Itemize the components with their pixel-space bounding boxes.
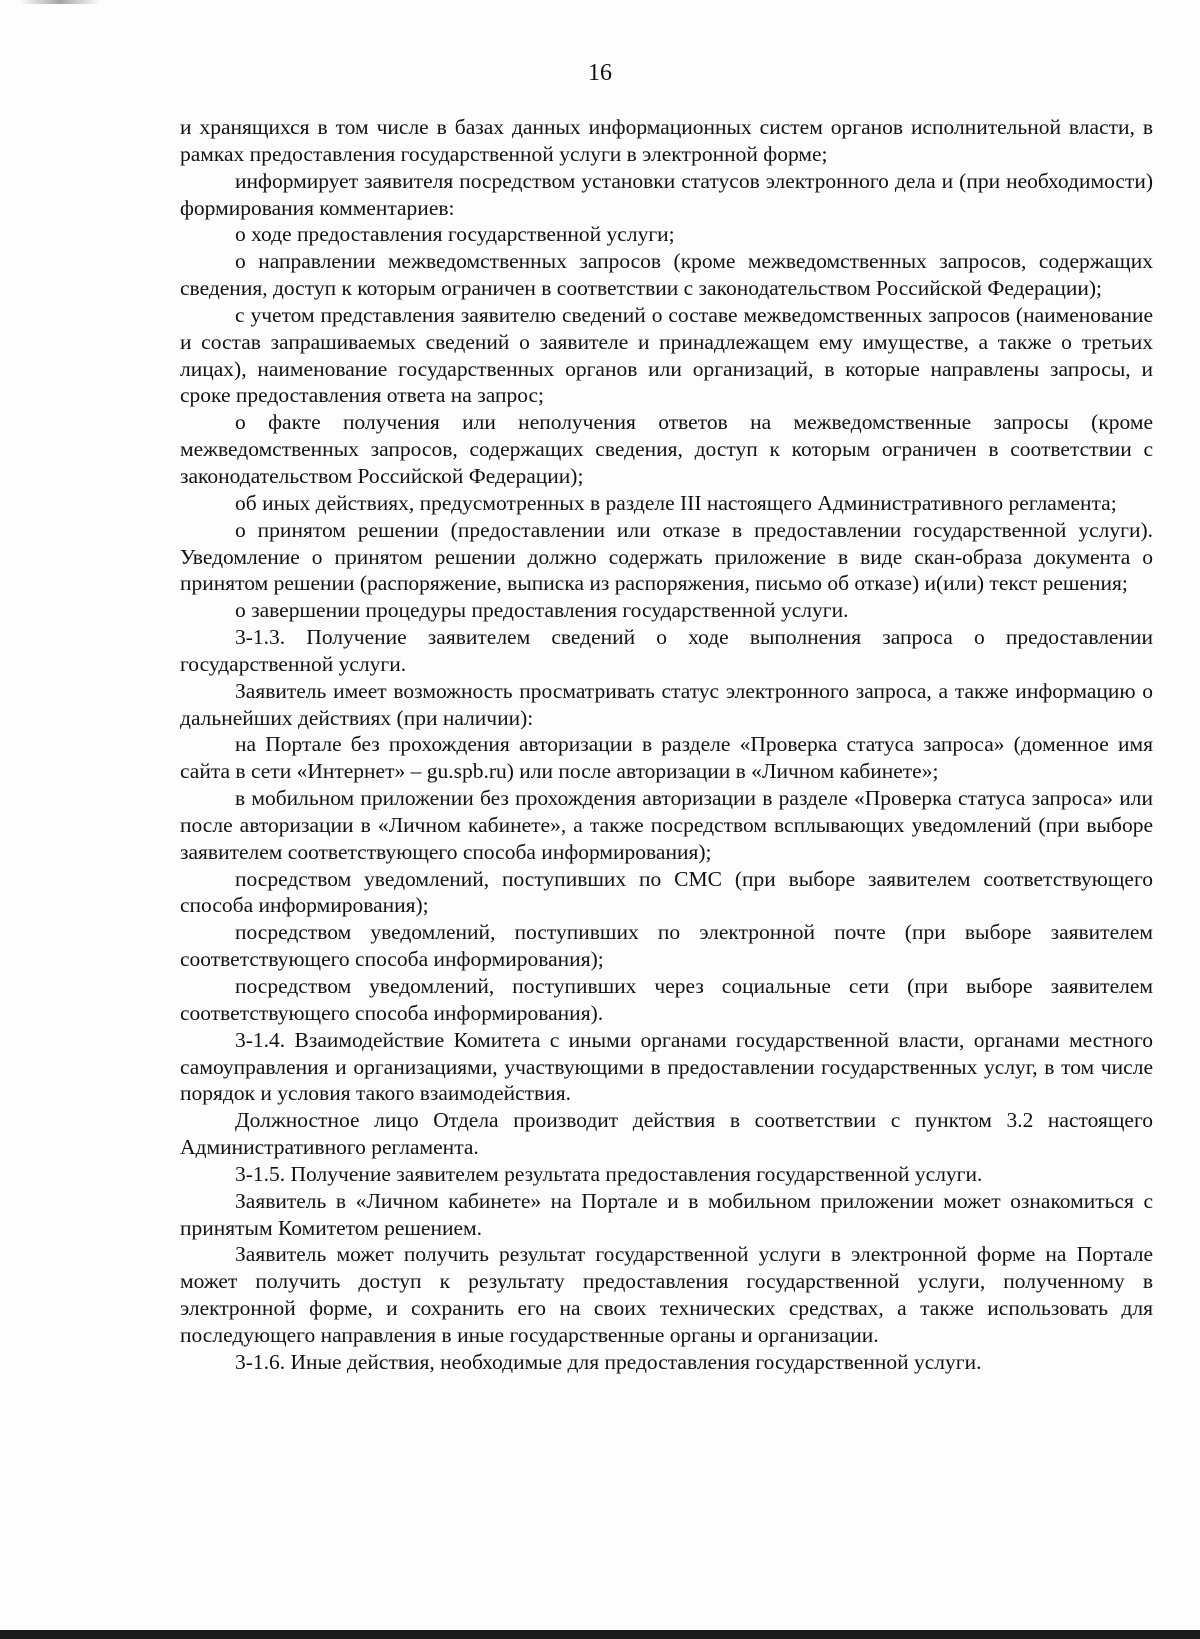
paragraph: Заявитель может получить результат государственной услуги в электронной форме на Портале может получить доступ к результату предоставления государственной услуги, полученному в электронной форме, и сохранить его на своих технических средствах, а также использовать для последующего направления в иные государственные органы и организации. (180, 1242, 1153, 1347)
paragraph: с учетом представления заявителю сведений о составе межведомственных запросов (наименование и состав запрашиваемых сведений о заявителе и принадлежащем ему имуществе, а также о третьих лицах), наименование государственных органов или организаций, в которые направлены запросы, и сроке предоставления ответа на запрос; (180, 302, 1153, 408)
paragraph: посредством уведомлений, поступивших по электронной почте (при выборе заявителем соответствующего способа информирования); (180, 920, 1153, 972)
paragraph: о принятом решении (предоставлении или отказе в предоставлении государственной услуги). Уведомление о принятом решении должно содержать приложение в виде скан-образа документа о принятом решении (распоряжение, выписка из распоряжения, письмо об отказе) и(или) текст решения; (180, 517, 1153, 596)
paragraph-continuation: и хранящихся в том числе в базах данных информационных систем органов исполнительной власти, в рамках предоставления государственной услуги в электронной форме; (180, 115, 1153, 166)
section-heading-3-1-5: 3-1.5. Получение заявителем результата предоставления государственной услуги. (235, 1161, 983, 1186)
document-body (180, 114, 1153, 1376)
section-heading-3-1-6: 3-1.6. Иные действия, необходимые для предоставления государственной услуги. (235, 1349, 982, 1374)
paragraph: посредством уведомлений, поступивших через социальные сети (при выборе заявителем соответствующего способа информирования). (180, 974, 1153, 1025)
paragraph: в мобильном приложении без прохождения авторизации в разделе «Проверка статуса запроса» или после авторизации в «Личном кабинете», а также посредством всплывающих уведомлений (при выборе заявителем соответствующего способа информирования); (180, 786, 1153, 864)
paragraph: информирует заявителя посредством установки статусов электронного дела и (при необходимости) формирования комментариев: (180, 168, 1153, 220)
paragraph: Заявитель имеет возможность просматривать статус электронного запроса, а также информацию о дальнейших действиях (при наличии): (180, 678, 1153, 730)
paragraph: Должностное лицо Отдела производит действия в соответствии с пунктом 3.2 настоящего Административного регламента. (180, 1108, 1153, 1160)
scan-artifact (20, 0, 100, 4)
paragraph: Заявитель в «Личном кабинете» на Портале и в мобильном приложении может ознакомиться с принятым Комитетом решением. (180, 1188, 1153, 1240)
paragraph: о завершении процедуры предоставления государственной услуги. (235, 598, 849, 623)
section-heading-3-1-4: 3-1.4. Взаимодействие Комитета с иными органами государственной власти, органами местного самоуправления и организациями, участвующими в предоставлении государственных услуг, в том числе порядок и условия такого взаимодействия. (180, 1027, 1153, 1106)
paragraph: о направлении межведомственных запросов (кроме межведомственных запросов, содержащих сведения, доступ к которым ограничен в соответствии с законодательством Российской Федерации); (180, 249, 1153, 301)
paragraph: о факте получения или неполучения ответов на межведомственные запросы (кроме межведомственных запросов, содержащих сведения, доступ к которым ограничен в соответствии с законодательством Российской Федерации); (180, 410, 1153, 488)
paragraph: посредством уведомлений, поступивших по СМС (при выборе заявителем соответствующего способа информирования); (180, 866, 1153, 918)
page-number: 16 (588, 60, 612, 86)
paragraph: на Портале без прохождения авторизации в разделе «Проверка статуса запроса» (доменное имя сайта в сети «Интернет» – gu.spb.ru) или после авторизации в «Личном кабинете»; (180, 732, 1153, 784)
scan-bottom-edge (0, 1630, 1200, 1639)
paragraph: об иных действиях, предусмотренных в разделе III настоящего Административного регламента; (235, 490, 1117, 515)
section-heading-3-1-3: 3-1.3. Получение заявителем сведений о ходе выполнения запроса о предоставлении государственной услуги. (180, 625, 1153, 676)
paragraph: о ходе предоставления государственной услуги; (235, 222, 675, 247)
